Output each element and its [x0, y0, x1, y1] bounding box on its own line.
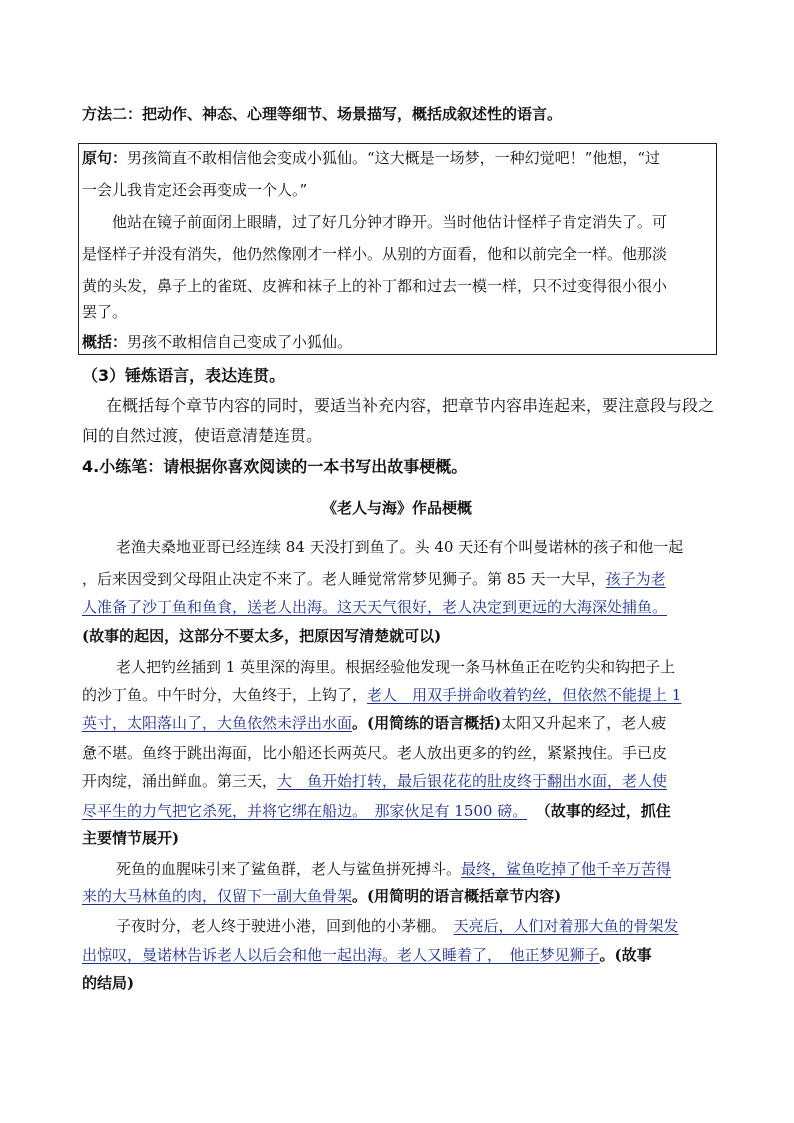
note-1: (故事的起因，这部分不要太多，把原因写清楚就可以)	[82, 627, 442, 645]
para3-line-1-underlined: 最终，鲨鱼吃掉了他千辛万苦得	[461, 860, 672, 878]
para1-line-1: 老渔夫桑地亚哥已经连续 84 天没打到鱼了。头 40 天还有个叫曼诺林的孩子和他一起	[116, 538, 684, 556]
para2-line-6	[82, 801, 754, 821]
para2-line-3-tail: 太阳又升起来了，老人疲	[501, 714, 667, 732]
original-line-2: 一会儿我肯定还会再变成一个人。”	[82, 181, 308, 199]
para2-line-2	[82, 685, 754, 705]
original-line-6: 罢了。	[82, 303, 128, 321]
para4-line-2	[82, 945, 754, 965]
para3-line-1-text: 死鱼的血腥味引来了鲨鱼群，老人与鲨鱼拼死搏斗。	[116, 860, 462, 878]
method2-heading: 方法二：把动作、神态、心理等细节、场景描写，概括成叙述性的语言。	[82, 105, 563, 123]
original-line-5: 黄的头发，鼻子上的雀斑、皮裤和袜子上的补丁都和过去一模一样，只不过变得很小很小	[82, 277, 668, 295]
para2-line-4: 惫不堪。鱼终于跳出海面，比小船还长两英尺。老人放出更多的钓丝，紧紧拽住。手已皮	[82, 744, 668, 762]
para3-line-2	[82, 886, 754, 906]
para2-line-3	[82, 713, 754, 733]
para2-line-5-underlined: 大 鱼开始打转，最后银花花的肚皮终于翻出水面，老人使	[277, 772, 668, 790]
para2-line-7: 主要情节展开)	[82, 829, 180, 847]
section3-heading: （3）锤炼语言，表达连贯。	[82, 366, 286, 385]
original-text-1: 男孩简直不敢相信他会变成小狐仙。“这大概是一场梦，一种幻觉吧！”他想，“过	[127, 149, 661, 167]
summary-label: 概括：	[82, 333, 128, 351]
para4-line-3: 的结局)	[82, 974, 135, 992]
para1-line-3-underlined: 人准备了沙丁鱼和鱼食，送老人出海。这天天气很好，老人决定到更远的大海深处捕鱼。	[82, 598, 668, 616]
para2-line-5	[82, 771, 754, 791]
original-line-1	[82, 148, 754, 168]
para3-line-2-note: 。(用简明的语言概括章节内容)	[352, 887, 562, 905]
original-label: 原句：	[82, 149, 128, 167]
para2-line-5-text: 开肉绽，涌出鲜血。第三天，	[82, 772, 278, 790]
para2-line-3-underlined: 英寸，太阳落山了，大鱼依然未浮出水面	[82, 714, 353, 732]
original-line-4: 是怪样子并没有消失，他仍然像刚才一样小。从别的方面看，他和以前完全一样。他那淡	[82, 245, 668, 263]
section4-heading: 4.小练笔：请根据你喜欢阅读的一本书写出故事梗概。	[82, 457, 468, 476]
para1-line-2	[82, 569, 754, 589]
para2-line-2-underlined: 老人 用双手拼命收着钓丝，但依然不能提上 1	[367, 686, 682, 704]
para4-line-1-text: 子夜时分，老人终于驶进小港，回到他的小茅棚。	[116, 917, 454, 935]
para1-line-3	[82, 597, 754, 617]
para3-line-1	[116, 859, 754, 879]
para1-line-2-underlined: 孩子为老	[605, 570, 666, 588]
para1-line-2-text: ，后来因受到父母阻止决定不来了。老人睡觉常常梦见狮子。第 85 天一大早，	[82, 570, 606, 588]
section3-para-2: 间的自然过渡，使语意清楚连贯。	[82, 426, 323, 445]
para2-line-6-note: （故事的经过，抓住	[543, 802, 671, 820]
para4-line-1	[116, 916, 754, 936]
para4-line-2-underlined: 出惊叹，曼诺林告诉老人以后会和他一起出海。老人又睡着了， 他正梦见狮子	[82, 946, 600, 964]
para4-line-1-underlined: 天亮后，人们对着那大鱼的骨架发	[453, 917, 679, 935]
para3-line-2-underlined: 来的大马林鱼的肉，仅留下一副大鱼骨架	[82, 887, 353, 905]
summary-line	[82, 332, 754, 352]
summary-text: 男孩不敢相信自己变成了小狐仙。	[127, 333, 353, 351]
para4-line-2-note: 。(故事	[599, 946, 652, 964]
section3-para-1: 在概括每个章节内容的同时，要适当补充内容，把章节内容串连起来，要注意段与段之	[106, 396, 715, 415]
original-line-3: 他站在镜子前面闭上眼睛，过了好几分钟才睁开。当时他估计怪样子肯定消失了。可	[112, 213, 668, 231]
para2-line-6-underlined: 尽平生的力气把它杀死，并将它绑在船边。 那家伙足有 1500 磅。	[82, 802, 528, 820]
para2-line-2-text: 的沙丁鱼。中午时分，大鱼终于，上钩了，	[82, 686, 368, 704]
essay-title: 《老人与海》作品梗概	[321, 499, 472, 517]
para2-line-3-note: 。(用简练的语言概括)	[352, 714, 502, 732]
para2-line-1: 老人把钓丝插到 1 英里深的海里。根据经验他发现一条马林鱼正在吃钓尖和钩把子上	[116, 658, 676, 676]
